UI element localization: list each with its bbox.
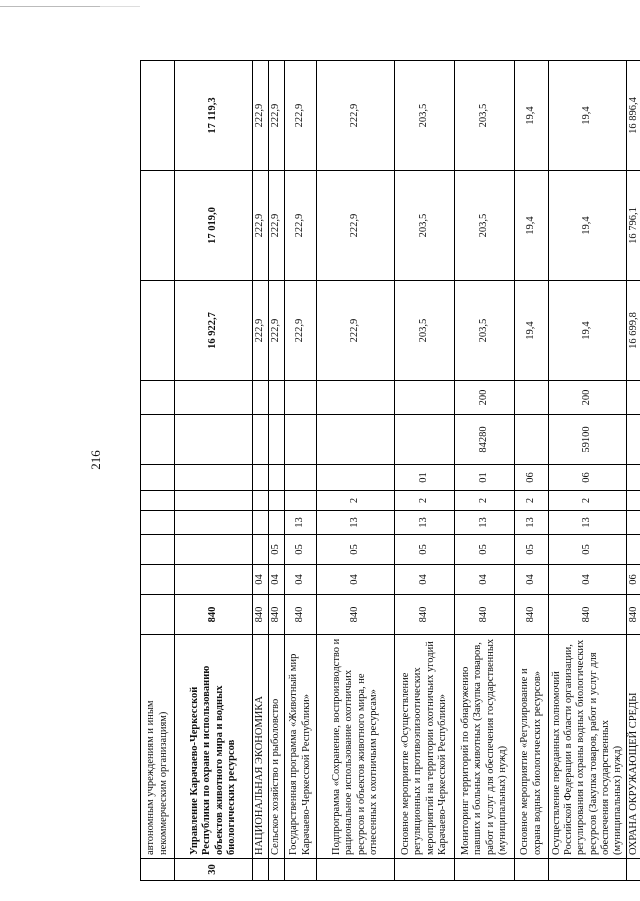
- cell-v2: 16 796,1: [627, 171, 640, 281]
- cell-v3: 19,4: [515, 61, 549, 171]
- cell-c4: [627, 415, 640, 465]
- cell-v1: 222,9: [253, 281, 269, 381]
- cell-vr: [285, 381, 317, 415]
- cell-c1: [253, 511, 269, 535]
- cell-no: [285, 859, 317, 881]
- table-row: [455, 61, 515, 881]
- cell-v3: 19,4: [549, 61, 627, 171]
- cell-pr: [175, 535, 253, 565]
- cell-v3: 203,5: [455, 61, 515, 171]
- table-row: [285, 61, 317, 881]
- cell-rz: [141, 565, 175, 595]
- cell-c4: 59100: [549, 415, 627, 465]
- cell-pr: 05: [269, 535, 285, 565]
- cell-v1: [141, 281, 175, 381]
- table-row: [175, 61, 253, 881]
- cell-pr: [253, 535, 269, 565]
- cell-vr: [395, 381, 455, 415]
- cell-name: ОХРАНА ОКРУЖАЮЩЕЙ СРЕДЫ: [627, 635, 640, 859]
- cell-c2: [269, 491, 285, 511]
- table-body: [141, 61, 640, 881]
- cell-vr: [269, 381, 285, 415]
- cell-gr: 840: [627, 595, 640, 635]
- cell-v2: [141, 171, 175, 281]
- cell-v3: [141, 61, 175, 171]
- cell-gr: 840: [549, 595, 627, 635]
- cell-v3: 17 119,3: [175, 61, 253, 171]
- cell-vr: [317, 381, 395, 415]
- cell-c2: 2: [515, 491, 549, 511]
- cell-pr: 05: [549, 535, 627, 565]
- cell-v3: 222,9: [253, 61, 269, 171]
- cell-no: [395, 859, 455, 881]
- cell-gr: 840: [253, 595, 269, 635]
- cell-c3: 06: [515, 465, 549, 491]
- cell-c4: [253, 415, 269, 465]
- cell-rz: 04: [253, 565, 269, 595]
- cell-pr: 05: [285, 535, 317, 565]
- cell-c2: [285, 491, 317, 511]
- cell-rz: 04: [395, 565, 455, 595]
- cell-pr: 05: [395, 535, 455, 565]
- rotated-table-container: [140, 61, 640, 881]
- cell-c1: [627, 511, 640, 535]
- cell-v2: 203,5: [395, 171, 455, 281]
- cell-name: Основное мероприятие «Регулирование и охрана водных биологических ресурсов»: [515, 635, 549, 859]
- cell-no: [627, 859, 640, 881]
- cell-vr: [627, 381, 640, 415]
- cell-c4: [395, 415, 455, 465]
- cell-no: [317, 859, 395, 881]
- cell-v3: 16 896,4: [627, 61, 640, 171]
- cell-rz: 04: [455, 565, 515, 595]
- cell-gr: 840: [269, 595, 285, 635]
- cell-name: Подпрограмма «Сохранение, воспроизводство и рациональное использование охотничьих ресурсов и объектов животного мира, не отнесенных к охотничьим ресурсам»: [317, 635, 395, 859]
- cell-vr: [253, 381, 269, 415]
- cell-c4: 84280: [455, 415, 515, 465]
- cell-name: Основное мероприятие «Осуществление регуляционных и противоэпизоотических мероприятий на территории охотничьих угодий Карачаево-Черкесской Республики»: [395, 635, 455, 859]
- page-number: 216: [88, 450, 103, 470]
- cell-v3: 203,5: [395, 61, 455, 171]
- cell-vr: 200: [549, 381, 627, 415]
- header-rule-faint: [100, 6, 140, 7]
- cell-c1: 13: [549, 511, 627, 535]
- table-row: [317, 61, 395, 881]
- cell-gr: [141, 595, 175, 635]
- cell-v1: 16 699,8: [627, 281, 640, 381]
- cell-v1: 222,9: [285, 281, 317, 381]
- cell-c2: 2: [549, 491, 627, 511]
- cell-gr: 840: [395, 595, 455, 635]
- cell-no: [455, 859, 515, 881]
- cell-rz: 04: [549, 565, 627, 595]
- cell-gr: 840: [175, 595, 253, 635]
- cell-c2: [141, 491, 175, 511]
- cell-c3: [317, 465, 395, 491]
- cell-c4: [175, 415, 253, 465]
- cell-gr: 840: [455, 595, 515, 635]
- cell-v2: 222,9: [285, 171, 317, 281]
- cell-c2: 2: [395, 491, 455, 511]
- cell-v1: 222,9: [317, 281, 395, 381]
- cell-v2: 222,9: [253, 171, 269, 281]
- cell-v2: 17 019,0: [175, 171, 253, 281]
- cell-vr: 200: [455, 381, 515, 415]
- cell-c2: [627, 491, 640, 511]
- cell-c3: 01: [395, 465, 455, 491]
- cell-gr: 840: [317, 595, 395, 635]
- cell-c4: [317, 415, 395, 465]
- cell-no: [515, 859, 549, 881]
- cell-c1: [141, 511, 175, 535]
- cell-vr: [515, 381, 549, 415]
- cell-gr: 840: [285, 595, 317, 635]
- cell-c2: 2: [455, 491, 515, 511]
- cell-v3: 222,9: [285, 61, 317, 171]
- cell-pr: [627, 535, 640, 565]
- cell-c1: 13: [515, 511, 549, 535]
- cell-name: Осуществление переданных полномочий Российской Федерации в области организации, регулирования и охраны водных биологических ресурсов (Закупка товаров, работ и услуг для обеспечения государственных (муниципальных) нужд): [549, 635, 627, 859]
- cell-c1: 13: [455, 511, 515, 535]
- budget-table: [140, 60, 640, 881]
- cell-c1: 13: [317, 511, 395, 535]
- cell-no: 30: [175, 859, 253, 881]
- cell-c1: [175, 511, 253, 535]
- cell-v1: 222,9: [269, 281, 285, 381]
- cell-name: Управление Карачаево-Черкесской Республики по охране и использованию объектов животного мира и водных биологических ресурсов: [175, 635, 253, 859]
- cell-vr: [141, 381, 175, 415]
- cell-v3: 222,9: [269, 61, 285, 171]
- table-row: [141, 61, 175, 881]
- cell-vr: [175, 381, 253, 415]
- cell-c2: [175, 491, 253, 511]
- cell-c3: [253, 465, 269, 491]
- cell-v1: 16 922,7: [175, 281, 253, 381]
- cell-c3: 01: [455, 465, 515, 491]
- cell-rz: 04: [285, 565, 317, 595]
- cell-c1: 13: [395, 511, 455, 535]
- cell-c4: [141, 415, 175, 465]
- cell-v1: 19,4: [549, 281, 627, 381]
- cell-v1: 203,5: [455, 281, 515, 381]
- cell-c3: [627, 465, 640, 491]
- table-row: [395, 61, 455, 881]
- cell-no: [141, 859, 175, 881]
- cell-v2: 19,4: [549, 171, 627, 281]
- cell-c3: [141, 465, 175, 491]
- cell-name: Сельское хозяйство и рыболовство: [269, 635, 285, 859]
- table-row: [515, 61, 549, 881]
- cell-c3: 06: [549, 465, 627, 491]
- cell-gr: 840: [515, 595, 549, 635]
- cell-c1: 13: [285, 511, 317, 535]
- cell-name: НАЦИОНАЛЬНАЯ ЭКОНОМИКА: [253, 635, 269, 859]
- cell-v2: 203,5: [455, 171, 515, 281]
- cell-c3: [285, 465, 317, 491]
- cell-no: [269, 859, 285, 881]
- table-row: [549, 61, 627, 881]
- cell-c3: [269, 465, 285, 491]
- cell-v1: 203,5: [395, 281, 455, 381]
- cell-c3: [175, 465, 253, 491]
- cell-v2: 222,9: [317, 171, 395, 281]
- cell-c4: [285, 415, 317, 465]
- cell-v2: 19,4: [515, 171, 549, 281]
- table-row: [627, 61, 640, 881]
- cell-name: автономным учреждениям и иным некоммерческим организациям): [141, 635, 175, 859]
- cell-pr: [141, 535, 175, 565]
- cell-rz: [175, 565, 253, 595]
- cell-c4: [269, 415, 285, 465]
- cell-pr: 05: [455, 535, 515, 565]
- cell-pr: 05: [515, 535, 549, 565]
- cell-name: Мониторинг территорий по обнаружению павших и больных животных (Закупка товаров, работ и услуг для обеспечения государственных (муниципальных) нужд): [455, 635, 515, 859]
- cell-rz: 06: [627, 565, 640, 595]
- cell-pr: 05: [317, 535, 395, 565]
- cell-c1: [269, 511, 285, 535]
- cell-no: [549, 859, 627, 881]
- cell-rz: 04: [269, 565, 285, 595]
- cell-rz: 04: [515, 565, 549, 595]
- table-row: [269, 61, 285, 881]
- cell-v1: 19,4: [515, 281, 549, 381]
- cell-rz: 04: [317, 565, 395, 595]
- cell-c2: [253, 491, 269, 511]
- cell-name: Государственная программа «Животный мир Карачаево-Черкесской Республики»: [285, 635, 317, 859]
- cell-no: [253, 859, 269, 881]
- cell-c2: 2: [317, 491, 395, 511]
- cell-v3: 222,9: [317, 61, 395, 171]
- cell-c4: [515, 415, 549, 465]
- cell-v2: 222,9: [269, 171, 285, 281]
- table-row: [253, 61, 269, 881]
